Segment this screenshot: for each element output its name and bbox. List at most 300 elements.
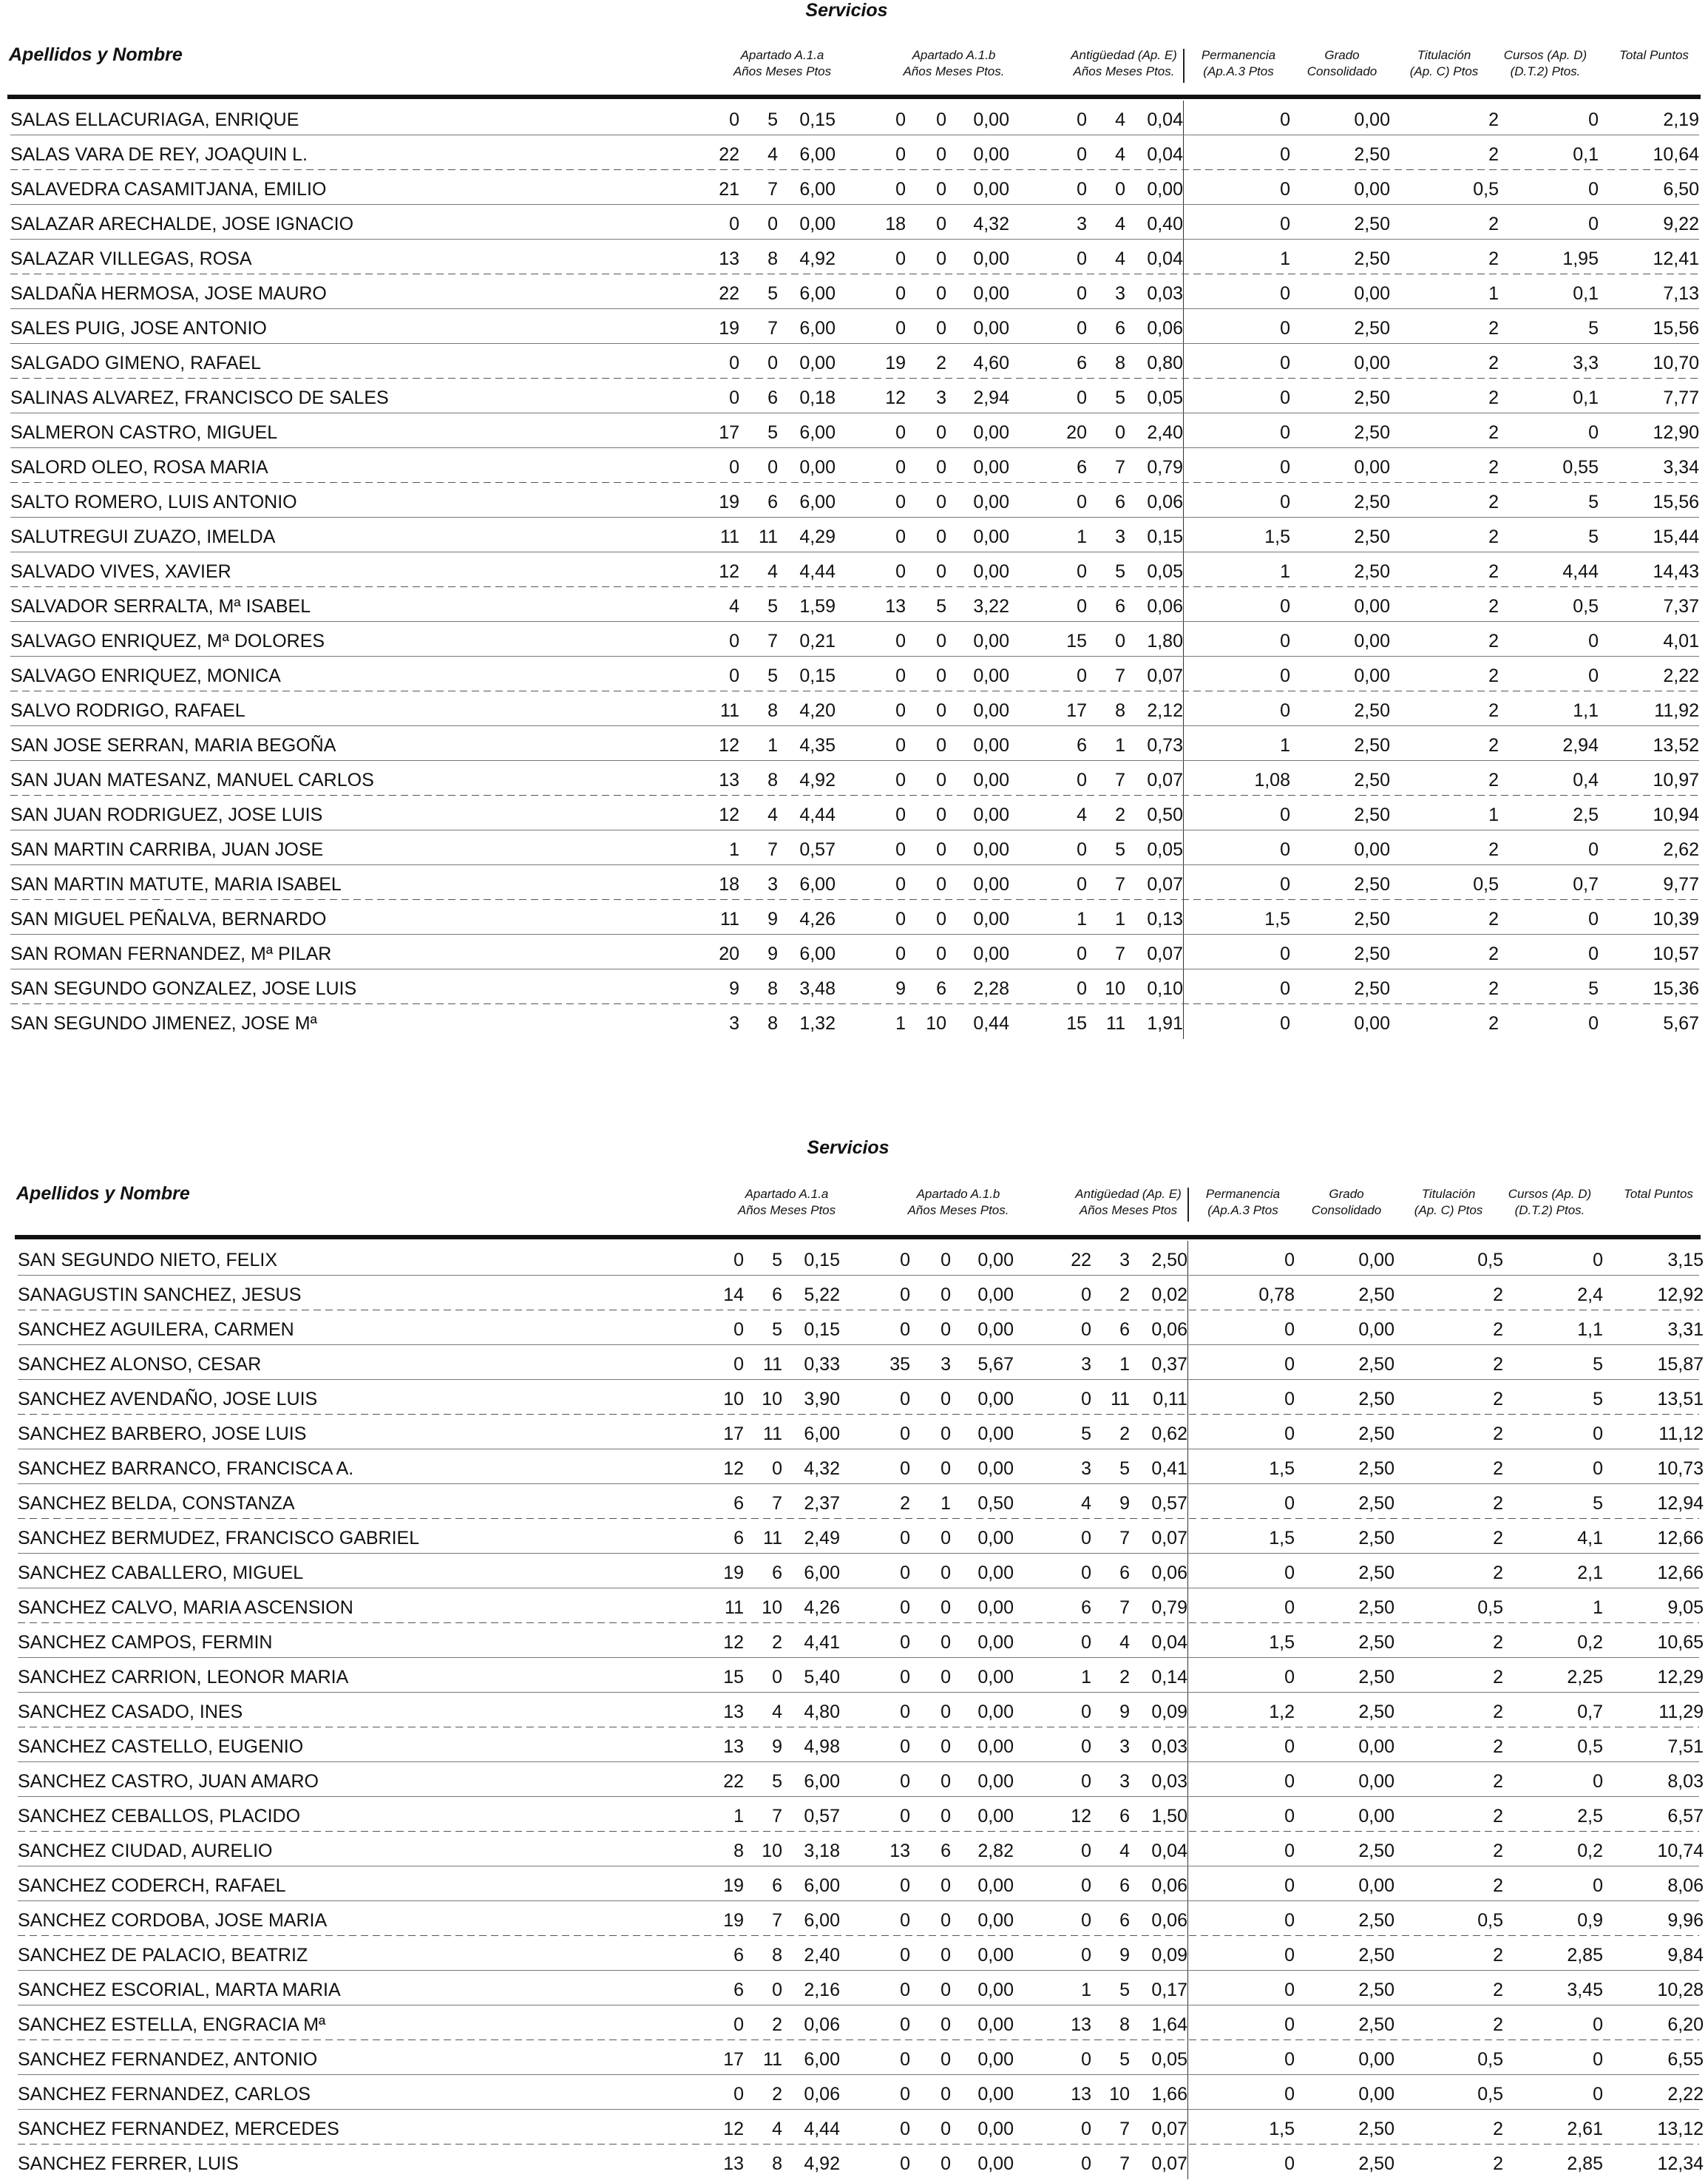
cell-a1b-months: 0	[936, 109, 946, 130]
cell-ant-points: 1,50	[1151, 1806, 1187, 1827]
cell-ant-months: 5	[1119, 1980, 1130, 2000]
cell-name: SALAVEDRA CASAMITJANA, EMILIO	[10, 179, 327, 200]
table-row	[0, 1797, 1708, 1832]
cell-ant-years: 0	[1077, 109, 1087, 130]
cell-a1b-months: 0	[936, 214, 946, 234]
cell-a1b-months: 0	[936, 144, 946, 165]
cell-total-points: 10,39	[1653, 909, 1699, 930]
cell-a1b-months: 0	[941, 1806, 951, 1827]
cell-a1b-months: 0	[936, 735, 946, 756]
cell-ant-points: 0,37	[1151, 1354, 1187, 1375]
cell-a1a-points: 5,22	[804, 1284, 840, 1305]
cell-a1b-years: 0	[895, 527, 906, 547]
cell-ant-points: 0,05	[1147, 387, 1183, 408]
cell-a1a-years: 0	[729, 457, 739, 478]
cell-grado-points: 0,00	[1358, 1875, 1394, 1896]
cell-a1a-points: 1,32	[799, 1013, 836, 1034]
cell-total-points: 10,74	[1657, 1841, 1704, 1861]
cell-ant-years: 13	[1071, 2084, 1091, 2105]
cell-ant-years: 3	[1081, 1354, 1091, 1375]
header-line-2: (Ap. C) Ptos	[1414, 1203, 1483, 1217]
cell-ant-years: 15	[1066, 631, 1087, 651]
table-row	[0, 1866, 1708, 1901]
cell-a1a-months: 11	[763, 1354, 782, 1375]
cell-ant-points: 0,73	[1147, 735, 1183, 756]
cell-ant-years: 0	[1081, 1875, 1091, 1896]
cell-a1b-points: 0,00	[977, 2119, 1014, 2139]
cell-a1b-points: 0,00	[977, 1910, 1014, 1931]
cell-a1b-points: 0,00	[977, 1563, 1014, 1583]
cell-cursos-points: 0	[1593, 2084, 1603, 2105]
cell-ant-months: 10	[1109, 2084, 1130, 2105]
cell-a1b-points: 0,00	[973, 457, 1009, 478]
cell-a1a-months: 5	[772, 1319, 782, 1340]
cell-a1a-years: 9	[729, 978, 739, 999]
cell-ant-months: 3	[1119, 1736, 1130, 1757]
cell-ant-points: 0,80	[1147, 353, 1183, 373]
cell-ant-months: 8	[1115, 353, 1125, 373]
cell-grado-points: 0,00	[1354, 1013, 1390, 1034]
cell-cursos-points: 0	[1593, 1771, 1603, 1792]
cell-a1b-months: 0	[941, 1771, 951, 1792]
cell-a1a-months: 7	[767, 179, 778, 200]
points-divider	[1187, 2005, 1188, 2040]
header-line-1: Permanencia	[1205, 1187, 1281, 1201]
cell-a1b-points: 0,00	[977, 1667, 1014, 1688]
cell-permanencia-points: 0	[1284, 1806, 1295, 1827]
cell-a1b-months: 2	[936, 353, 946, 373]
cell-permanencia-points: 0	[1280, 457, 1290, 478]
cell-a1a-months: 0	[767, 353, 778, 373]
header-line-2: (D.T.2) Ptos.	[1510, 64, 1581, 78]
cell-permanencia-points: 1,5	[1264, 909, 1290, 930]
cell-a1b-months: 0	[936, 422, 946, 443]
cell-cursos-points: 2,85	[1567, 1945, 1603, 1966]
cell-a1b-points: 0,00	[977, 1597, 1014, 1618]
table-row	[0, 2110, 1708, 2145]
cell-name: SALAS VARA DE REY, JOAQUIN L.	[10, 144, 308, 165]
cell-ant-years: 0	[1081, 1945, 1091, 1966]
cell-a1b-months: 0	[936, 179, 946, 200]
cell-ant-months: 4	[1119, 1632, 1130, 1653]
cell-grado-points: 2,50	[1358, 1841, 1394, 1861]
cell-a1a-points: 6,00	[799, 874, 836, 895]
cell-total-points: 9,96	[1667, 1910, 1704, 1931]
cell-cursos-points: 0,1	[1573, 283, 1599, 304]
cell-permanencia-points: 0	[1284, 1250, 1295, 1270]
cell-name: SALES PUIG, JOSE ANTONIO	[10, 318, 267, 339]
cell-permanencia-points: 0	[1284, 1354, 1295, 1375]
cell-a1a-months: 5	[767, 596, 778, 617]
cell-ant-years: 0	[1081, 1771, 1091, 1792]
cell-a1b-points: 0,00	[977, 1528, 1014, 1548]
cell-a1a-months: 5	[772, 1250, 782, 1270]
cell-cursos-points: 0,7	[1573, 874, 1599, 895]
cell-a1b-months: 0	[941, 1875, 951, 1896]
cell-a1a-points: 6,00	[804, 1424, 840, 1444]
cell-name: SALVAGO ENRIQUEZ, Mª DOLORES	[10, 631, 325, 651]
cell-name: SAN JUAN MATESANZ, MANUEL CARLOS	[10, 770, 374, 791]
cell-a1b-months: 0	[941, 1389, 951, 1409]
cell-permanencia-points: 0	[1284, 2049, 1295, 2070]
points-divider	[1187, 1866, 1188, 1901]
cell-ant-years: 0	[1081, 1632, 1091, 1653]
cell-a1b-months: 0	[936, 631, 946, 651]
cell-a1a-months: 10	[762, 1597, 782, 1618]
cell-grado-points: 0,00	[1358, 2084, 1394, 2105]
points-divider	[1187, 1345, 1188, 1380]
cell-total-points: 8,03	[1667, 1771, 1704, 1792]
cell-a1b-points: 0,00	[977, 2084, 1014, 2105]
cell-titulacion-points: 2	[1493, 1841, 1503, 1861]
cell-grado-points: 2,50	[1358, 1389, 1394, 1409]
cell-a1a-years: 0	[729, 666, 739, 686]
cell-grado-points: 0,00	[1358, 1806, 1394, 1827]
cell-name: SANCHEZ CABALLERO, MIGUEL	[18, 1563, 304, 1583]
cell-ant-months: 4	[1115, 144, 1125, 165]
cell-total-points: 12,92	[1657, 1284, 1704, 1305]
cell-a1a-years: 0	[729, 631, 739, 651]
cell-a1a-years: 0	[729, 109, 739, 130]
table-row	[0, 1449, 1708, 1484]
cell-ant-months: 2	[1119, 1424, 1130, 1444]
cell-a1b-years: 0	[900, 1771, 910, 1792]
cell-a1b-points: 0,00	[973, 318, 1009, 339]
cell-grado-points: 2,50	[1354, 214, 1390, 234]
cell-total-points: 6,55	[1667, 2049, 1704, 2070]
cell-total-points: 12,66	[1657, 1528, 1704, 1548]
cell-permanencia-points: 0	[1280, 214, 1290, 234]
cell-a1a-years: 17	[723, 1424, 744, 1444]
cell-ant-points: 0,07	[1147, 944, 1183, 964]
cell-titulacion-points: 2	[1488, 387, 1499, 408]
cell-permanencia-points: 0	[1280, 422, 1290, 443]
cell-titulacion-points: 2	[1493, 1389, 1503, 1409]
cell-a1b-years: 0	[895, 944, 906, 964]
cell-grado-points: 2,50	[1358, 1528, 1394, 1548]
header-line-2: (Ap. C) Ptos	[1409, 64, 1479, 78]
cell-ant-points: 2,40	[1147, 422, 1183, 443]
cell-permanencia-points: 0	[1280, 944, 1290, 964]
cell-ant-months: 7	[1119, 2119, 1130, 2139]
cell-titulacion-points: 0,5	[1477, 1250, 1503, 1270]
points-divider	[1187, 1693, 1188, 1727]
cell-titulacion-points: 0,5	[1477, 2049, 1503, 2070]
cell-permanencia-points: 0	[1280, 700, 1290, 721]
points-divider	[1187, 2075, 1188, 2110]
cell-ant-points: 0,07	[1151, 2119, 1187, 2139]
cell-cursos-points: 0,1	[1573, 387, 1599, 408]
cell-name: SANCHEZ CALVO, MARIA ASCENSION	[18, 1597, 353, 1618]
cell-permanencia-points: 1	[1280, 248, 1290, 269]
cell-total-points: 6,50	[1663, 179, 1699, 200]
cell-a1a-points: 6,00	[804, 1875, 840, 1896]
cell-grado-points: 0,00	[1354, 596, 1390, 617]
cell-ant-years: 0	[1081, 1910, 1091, 1931]
points-divider	[1187, 1971, 1188, 2005]
cell-ant-years: 0	[1077, 492, 1087, 512]
cell-grado-points: 0,00	[1358, 1319, 1394, 1340]
cell-ant-points: 0,41	[1151, 1458, 1187, 1479]
cell-ant-points: 0,14	[1151, 1667, 1187, 1688]
cell-a1b-points: 3,22	[973, 596, 1009, 617]
header-line-1: Cursos (Ap. D)	[1508, 1187, 1592, 1201]
cell-a1a-years: 20	[719, 944, 739, 964]
cell-a1b-months: 0	[936, 944, 946, 964]
cell-titulacion-points: 2	[1488, 770, 1499, 791]
cell-a1a-years: 13	[719, 770, 739, 791]
cell-name: SANCHEZ FERNANDEZ, CARLOS	[18, 2084, 311, 2105]
table-row	[0, 1415, 1708, 1449]
cell-total-points: 9,22	[1663, 214, 1699, 234]
cell-a1b-points: 0,00	[973, 700, 1009, 721]
cell-a1a-points: 6,00	[799, 944, 836, 964]
cell-a1a-months: 2	[772, 2084, 782, 2105]
cell-ant-points: 0,04	[1147, 144, 1183, 165]
cell-a1a-years: 0	[733, 2084, 744, 2105]
cell-total-points: 11,29	[1658, 1702, 1704, 1722]
cell-a1b-points: 0,00	[973, 561, 1009, 582]
cell-ant-years: 12	[1071, 1806, 1091, 1827]
cell-name: SALGADO GIMENO, RAFAEL	[10, 353, 261, 373]
cell-a1b-months: 0	[941, 1945, 951, 1966]
cell-cursos-points: 0,2	[1577, 1841, 1603, 1861]
cell-total-points: 10,73	[1657, 1458, 1704, 1479]
cell-ant-points: 0,06	[1151, 1910, 1187, 1931]
cell-ant-years: 1	[1077, 527, 1087, 547]
cell-a1b-years: 0	[900, 2049, 910, 2070]
cell-a1a-years: 19	[723, 1563, 744, 1583]
cell-a1b-months: 0	[941, 1458, 951, 1479]
table-row	[0, 2040, 1708, 2075]
cell-ant-years: 0	[1077, 666, 1087, 686]
cell-total-points: 12,41	[1653, 248, 1699, 269]
cell-permanencia-points: 0	[1280, 631, 1290, 651]
cell-a1a-points: 6,00	[799, 179, 836, 200]
cell-grado-points: 2,50	[1354, 527, 1390, 547]
cell-ant-points: 0,57	[1151, 1493, 1187, 1514]
header-line-2: (Ap.A.3 Ptos	[1207, 1203, 1278, 1217]
cell-total-points: 11,92	[1654, 700, 1699, 721]
cell-a1b-months: 0	[941, 2049, 951, 2070]
cell-grado-points: 2,50	[1354, 318, 1390, 339]
cell-ant-months: 3	[1119, 1250, 1130, 1270]
cell-name: SANCHEZ FERNANDEZ, ANTONIO	[18, 2049, 318, 2070]
cell-ant-points: 2,12	[1147, 700, 1183, 721]
cell-cursos-points: 0	[1593, 2049, 1603, 2070]
cell-a1a-points: 6,00	[804, 1771, 840, 1792]
cell-a1a-years: 3	[729, 1013, 739, 1034]
cell-name: SANCHEZ AVENDAÑO, JOSE LUIS	[18, 1389, 318, 1409]
cell-a1b-points: 0,00	[973, 839, 1009, 860]
cell-grado-points: 2,50	[1358, 1632, 1394, 1653]
cell-a1a-years: 12	[719, 805, 739, 825]
cell-ant-months: 5	[1115, 561, 1125, 582]
cell-a1b-points: 5,67	[977, 1354, 1014, 1375]
cell-name: SAN SEGUNDO NIETO, FELIX	[18, 1250, 278, 1270]
cell-a1b-years: 0	[900, 1424, 910, 1444]
cell-ant-points: 0,04	[1147, 109, 1183, 130]
cell-ant-years: 0	[1077, 839, 1087, 860]
cell-ant-months: 1	[1115, 909, 1125, 930]
header-line-2: Años Meses Ptos	[1079, 1203, 1178, 1217]
cell-total-points: 12,66	[1657, 1563, 1704, 1583]
cell-name: SANCHEZ CAMPOS, FERMIN	[18, 1632, 273, 1653]
table-row	[0, 1658, 1708, 1693]
cell-titulacion-points: 2	[1488, 839, 1499, 860]
cell-grado-points: 2,50	[1354, 248, 1390, 269]
cell-ant-months: 2	[1119, 1284, 1130, 1305]
table-row	[0, 1727, 1708, 1762]
cell-a1a-years: 6	[733, 1493, 744, 1514]
cell-ant-points: 0,15	[1147, 527, 1183, 547]
cell-a1b-months: 0	[941, 1632, 951, 1653]
cell-ant-points: 0,06	[1147, 596, 1183, 617]
cell-a1b-years: 0	[900, 1806, 910, 1827]
cell-a1b-years: 0	[895, 144, 906, 165]
cell-ant-years: 1	[1077, 909, 1087, 930]
cell-total-points: 3,15	[1667, 1250, 1704, 1270]
cell-a1b-years: 0	[895, 492, 906, 512]
cell-ant-points: 0,11	[1153, 1389, 1187, 1409]
cell-a1b-points: 0,00	[973, 770, 1009, 791]
cell-a1b-years: 0	[900, 1875, 910, 1896]
cell-total-points: 9,05	[1667, 1597, 1704, 1618]
cell-a1b-months: 3	[936, 387, 946, 408]
cell-a1a-points: 0,00	[799, 353, 836, 373]
cell-a1a-points: 0,21	[799, 631, 836, 651]
cell-a1b-months: 0	[941, 2084, 951, 2105]
cell-a1a-months: 2	[772, 1632, 782, 1653]
cell-a1a-points: 0,15	[804, 1250, 840, 1270]
cell-cursos-points: 5	[1593, 1354, 1603, 1375]
cell-total-points: 9,84	[1667, 1945, 1704, 1966]
cell-a1a-years: 0	[733, 1250, 744, 1270]
cell-grado-points: 2,50	[1358, 1284, 1394, 1305]
cell-ant-years: 0	[1081, 1736, 1091, 1757]
cell-a1a-months: 11	[759, 527, 778, 547]
cell-a1b-years: 0	[900, 2153, 910, 2174]
cell-a1a-years: 13	[723, 2153, 744, 2174]
cell-a1a-months: 8	[772, 2153, 782, 2174]
cell-permanencia-points: 0,78	[1258, 1284, 1295, 1305]
cell-total-points: 5,67	[1663, 1013, 1699, 1034]
cell-permanencia-points: 0	[1284, 1493, 1295, 1514]
points-divider	[1187, 1727, 1188, 1762]
cell-ant-months: 6	[1119, 1910, 1130, 1931]
cell-name: SANCHEZ CASTELLO, EUGENIO	[18, 1736, 304, 1757]
cell-cursos-points: 2,1	[1577, 1563, 1603, 1583]
cell-name: SANCHEZ CASTRO, JUAN AMARO	[18, 1771, 319, 1792]
cell-a1b-points: 0,00	[973, 492, 1009, 512]
table-row	[0, 1623, 1708, 1658]
cell-name: SANCHEZ FERRER, LUIS	[18, 2153, 239, 2174]
cell-name: SANCHEZ BELDA, CONSTANZA	[18, 1493, 295, 1514]
header-line-2: Años Meses Ptos	[737, 1203, 836, 1217]
cell-permanencia-points: 0	[1284, 1875, 1295, 1896]
cell-ant-months: 7	[1119, 1597, 1130, 1618]
cell-a1a-years: 15	[723, 1667, 744, 1688]
cell-total-points: 13,52	[1653, 735, 1699, 756]
cell-ant-years: 20	[1066, 422, 1087, 443]
cell-titulacion-points: 2	[1493, 1667, 1503, 1688]
cell-total-points: 3,34	[1663, 457, 1699, 478]
cell-a1b-years: 0	[900, 1632, 910, 1653]
cell-ant-points: 0,05	[1147, 561, 1183, 582]
cell-a1a-years: 12	[723, 1632, 744, 1653]
cell-permanencia-points: 1,5	[1269, 1458, 1295, 1479]
cell-a1b-years: 0	[900, 1319, 910, 1340]
cell-permanencia-points: 0	[1280, 387, 1290, 408]
cell-a1a-months: 6	[767, 492, 778, 512]
table-row	[0, 1554, 1708, 1588]
cell-titulacion-points: 2	[1493, 1563, 1503, 1583]
cell-cursos-points: 2,25	[1567, 1667, 1603, 1688]
cell-ant-months: 11	[1111, 1389, 1130, 1409]
cell-grado-points: 2,50	[1358, 1563, 1394, 1583]
cell-titulacion-points: 2	[1488, 596, 1499, 617]
cell-a1a-points: 4,29	[799, 527, 836, 547]
cell-name: SALAZAR ARECHALDE, JOSE IGNACIO	[10, 214, 354, 234]
table-row	[0, 1345, 1708, 1380]
cell-a1b-years: 13	[889, 1841, 910, 1861]
cell-name: SANAGUSTIN SANCHEZ, JESUS	[18, 1284, 302, 1305]
cell-a1a-months: 9	[767, 909, 778, 930]
cell-a1b-years: 0	[900, 1389, 910, 1409]
cell-a1b-months: 10	[926, 1013, 946, 1034]
cell-a1b-points: 0,00	[977, 1980, 1014, 2000]
cell-ant-points: 0,06	[1151, 1319, 1187, 1340]
cell-a1b-months: 3	[941, 1354, 951, 1375]
cell-ant-years: 6	[1077, 735, 1087, 756]
cell-a1a-months: 0	[772, 1458, 782, 1479]
cell-titulacion-points: 2	[1488, 318, 1499, 339]
cell-cursos-points: 0	[1588, 839, 1599, 860]
cell-titulacion-points: 2	[1493, 1493, 1503, 1514]
cell-ant-years: 0	[1077, 770, 1087, 791]
cell-ant-months: 5	[1119, 1458, 1130, 1479]
cell-a1a-years: 0	[729, 387, 739, 408]
cell-permanencia-points: 1,5	[1269, 1632, 1295, 1653]
cell-ant-years: 0	[1077, 944, 1087, 964]
section-title: Servicios	[805, 0, 888, 21]
cell-ant-months: 3	[1115, 283, 1125, 304]
cell-a1a-months: 9	[772, 1736, 782, 1757]
cell-a1a-months: 11	[763, 2049, 782, 2070]
cell-a1b-points: 0,00	[977, 1945, 1014, 1966]
cell-ant-months: 1	[1119, 1354, 1130, 1375]
cell-total-points: 2,19	[1663, 109, 1699, 130]
cell-grado-points: 2,50	[1358, 1597, 1394, 1618]
cell-ant-points: 0,04	[1151, 1841, 1187, 1861]
cell-titulacion-points: 2	[1488, 666, 1499, 686]
cell-cursos-points: 0	[1588, 631, 1599, 651]
cell-a1b-years: 0	[895, 666, 906, 686]
cell-a1b-years: 0	[895, 805, 906, 825]
cell-ant-years: 4	[1081, 1493, 1091, 1514]
cell-grado-points: 2,50	[1358, 1702, 1394, 1722]
cell-titulacion-points: 2	[1493, 1458, 1503, 1479]
cell-a1a-points: 0,57	[799, 839, 836, 860]
column-header-total	[1585, 1186, 1708, 1202]
cell-a1b-months: 0	[936, 527, 946, 547]
cell-a1b-years: 0	[895, 909, 906, 930]
header-rule	[15, 1235, 1701, 1239]
cell-ant-points: 0,13	[1147, 909, 1183, 930]
cell-cursos-points: 5	[1588, 318, 1599, 339]
cell-cursos-points: 0	[1588, 1013, 1599, 1034]
cell-titulacion-points: 2	[1488, 214, 1499, 234]
